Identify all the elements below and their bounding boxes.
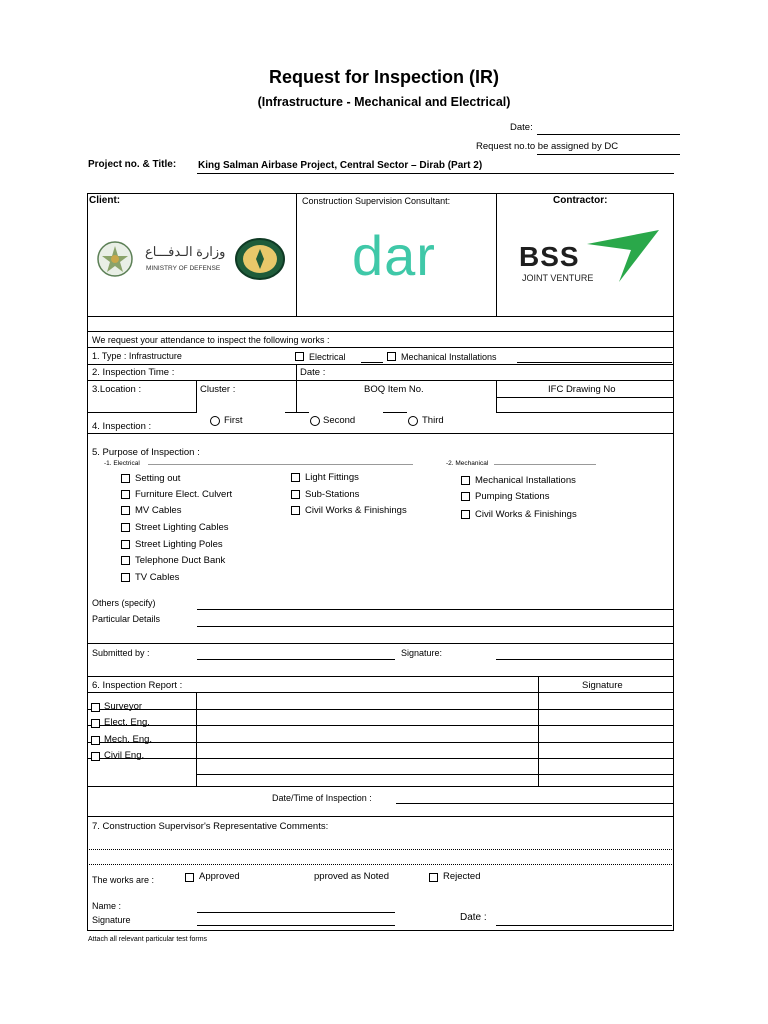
purpose-item: Street Lighting Poles (135, 539, 223, 550)
role-label: Civil Eng. (104, 750, 145, 761)
approved-checkbox[interactable] (185, 873, 194, 882)
signature-label: Signature (92, 915, 131, 925)
street-lighting-poles-checkbox[interactable] (121, 540, 130, 549)
location-label: 3.Location : (92, 384, 142, 395)
rejected-checkbox[interactable] (429, 873, 438, 882)
mechanical-label: Mechanical Installations (401, 352, 497, 362)
comments-title: 7. Construction Supervisor's Representative Comments: (92, 821, 329, 832)
project-value: King Salman Airbase Project, Central Sector – Dirab (Part 2) (198, 160, 483, 171)
inspection-time-label: 2. Inspection Time : (92, 367, 175, 378)
mech-installations-checkbox[interactable] (461, 476, 470, 485)
approved-noted-label: pproved as Noted (314, 871, 389, 882)
civil-eng-checkbox[interactable] (91, 752, 100, 761)
inspection-label: 4. Inspection : (92, 421, 152, 432)
purpose-item: Telephone Duct Bank (135, 555, 226, 566)
purpose-title: 5. Purpose of Inspection : (92, 447, 200, 458)
first-radio[interactable] (210, 416, 220, 426)
mod-emblem-right (234, 237, 286, 286)
rejected-label: Rejected (443, 871, 481, 882)
civil-works-mech-checkbox[interactable] (461, 510, 470, 519)
role-label: Elect. Eng. (104, 717, 150, 728)
civil-works-elec-checkbox[interactable] (291, 506, 300, 515)
mod-arabic-text: وزارة الـدفـــاع (145, 244, 226, 259)
inspection-date-label: Date : (300, 367, 326, 378)
submitted-signature-field[interactable] (496, 659, 674, 660)
name-field[interactable] (197, 912, 395, 913)
request-intro: We request your attendance to inspect the following works : (92, 335, 330, 345)
role-label: Mech. Eng. (104, 734, 153, 745)
electrical-label: Electrical (309, 352, 346, 362)
third-radio[interactable] (408, 416, 418, 426)
purpose-item: Pumping Stations (475, 491, 550, 502)
mechanical-heading: -2. Mechanical (446, 460, 489, 467)
electrical-checkbox[interactable] (295, 352, 304, 361)
submitted-signature-label: Signature: (401, 648, 443, 658)
particular-field[interactable] (197, 626, 674, 627)
bss-swoosh-icon (585, 230, 661, 291)
cluster-label: Cluster : (200, 384, 236, 395)
elect-eng-checkbox[interactable] (91, 719, 100, 728)
boq-label: BOQ Item No. (364, 384, 424, 395)
contractor-label: Contractor: (553, 195, 608, 206)
project-label: Project no. & Title: (88, 159, 177, 170)
consultant-label: Construction Supervision Consultant: (302, 196, 451, 206)
approved-label: Approved (199, 871, 240, 882)
purpose-item: Civil Works & Finishings (305, 505, 407, 516)
role-label: Surveyor (104, 701, 143, 712)
works-are-label: The works are : (92, 875, 155, 885)
datetime-field[interactable] (396, 803, 674, 804)
others-label: Others (specify) (92, 598, 156, 608)
setting-out-checkbox[interactable] (121, 474, 130, 483)
submitted-by-field[interactable] (197, 659, 395, 660)
mech-eng-checkbox[interactable] (91, 736, 100, 745)
form-title: Request for Inspection (IR) (268, 67, 499, 87)
mv-cables-checkbox[interactable] (121, 506, 130, 515)
name-label: Name : (92, 901, 122, 911)
second-label: Second (323, 415, 356, 426)
purpose-item: Civil Works & Finishings (475, 509, 577, 520)
sub-stations-checkbox[interactable] (291, 490, 300, 499)
purpose-item: Street Lighting Cables (135, 522, 229, 533)
bss-logo: BSS (519, 241, 580, 272)
purpose-item: Furniture Elect. Culvert (135, 489, 233, 500)
client-label: Client: (89, 195, 121, 206)
first-label: First (224, 415, 243, 426)
comments-date-label: Date : (460, 912, 487, 923)
others-field[interactable] (197, 609, 674, 610)
dar-logo: dar (352, 224, 436, 287)
report-signature-header: Signature (582, 680, 623, 691)
street-lighting-cables-checkbox[interactable] (121, 523, 130, 532)
comments-date-field[interactable] (496, 925, 672, 926)
report-title: 6. Inspection Report : (92, 680, 183, 691)
bss-subtitle: JOINT VENTURE (522, 273, 594, 283)
purpose-item: MV Cables (135, 505, 182, 516)
type-label: 1. Type : Infrastructure (92, 351, 182, 361)
signature-field[interactable] (197, 925, 395, 926)
mod-emblem-left (95, 240, 135, 283)
submitted-by-label: Submitted by : (92, 648, 150, 658)
mod-english-text: MINISTRY OF DEFENSE (146, 265, 221, 272)
date-field[interactable] (537, 134, 680, 135)
tv-cables-checkbox[interactable] (121, 573, 130, 582)
footer-note: Attach all relevant particular test forms (88, 936, 208, 943)
request-no-label: Request no.to be assigned by DC (476, 141, 619, 152)
particular-label: Particular Details (92, 614, 161, 624)
third-label: Third (422, 415, 444, 426)
mechanical-checkbox[interactable] (387, 352, 396, 361)
datetime-label: Date/Time of Inspection : (272, 793, 372, 803)
purpose-item: Setting out (135, 473, 181, 484)
pumping-stations-checkbox[interactable] (461, 492, 470, 501)
comments-field[interactable] (87, 849, 674, 850)
electrical-heading: -1. Electrical (104, 460, 140, 467)
furniture-culvert-checkbox[interactable] (121, 490, 130, 499)
telephone-duct-checkbox[interactable] (121, 556, 130, 565)
surveyor-checkbox[interactable] (91, 703, 100, 712)
second-radio[interactable] (310, 416, 320, 426)
purpose-item: Light Fittings (305, 472, 359, 483)
purpose-item: Mechanical Installations (475, 475, 576, 486)
date-label: Date: (510, 122, 533, 133)
ifc-label: IFC Drawing No (548, 384, 616, 395)
form-subtitle: (Infrastructure - Mechanical and Electrical) (257, 95, 511, 109)
light-fittings-checkbox[interactable] (291, 473, 300, 482)
purpose-item: Sub-Stations (305, 489, 360, 500)
purpose-item: TV Cables (135, 572, 180, 583)
